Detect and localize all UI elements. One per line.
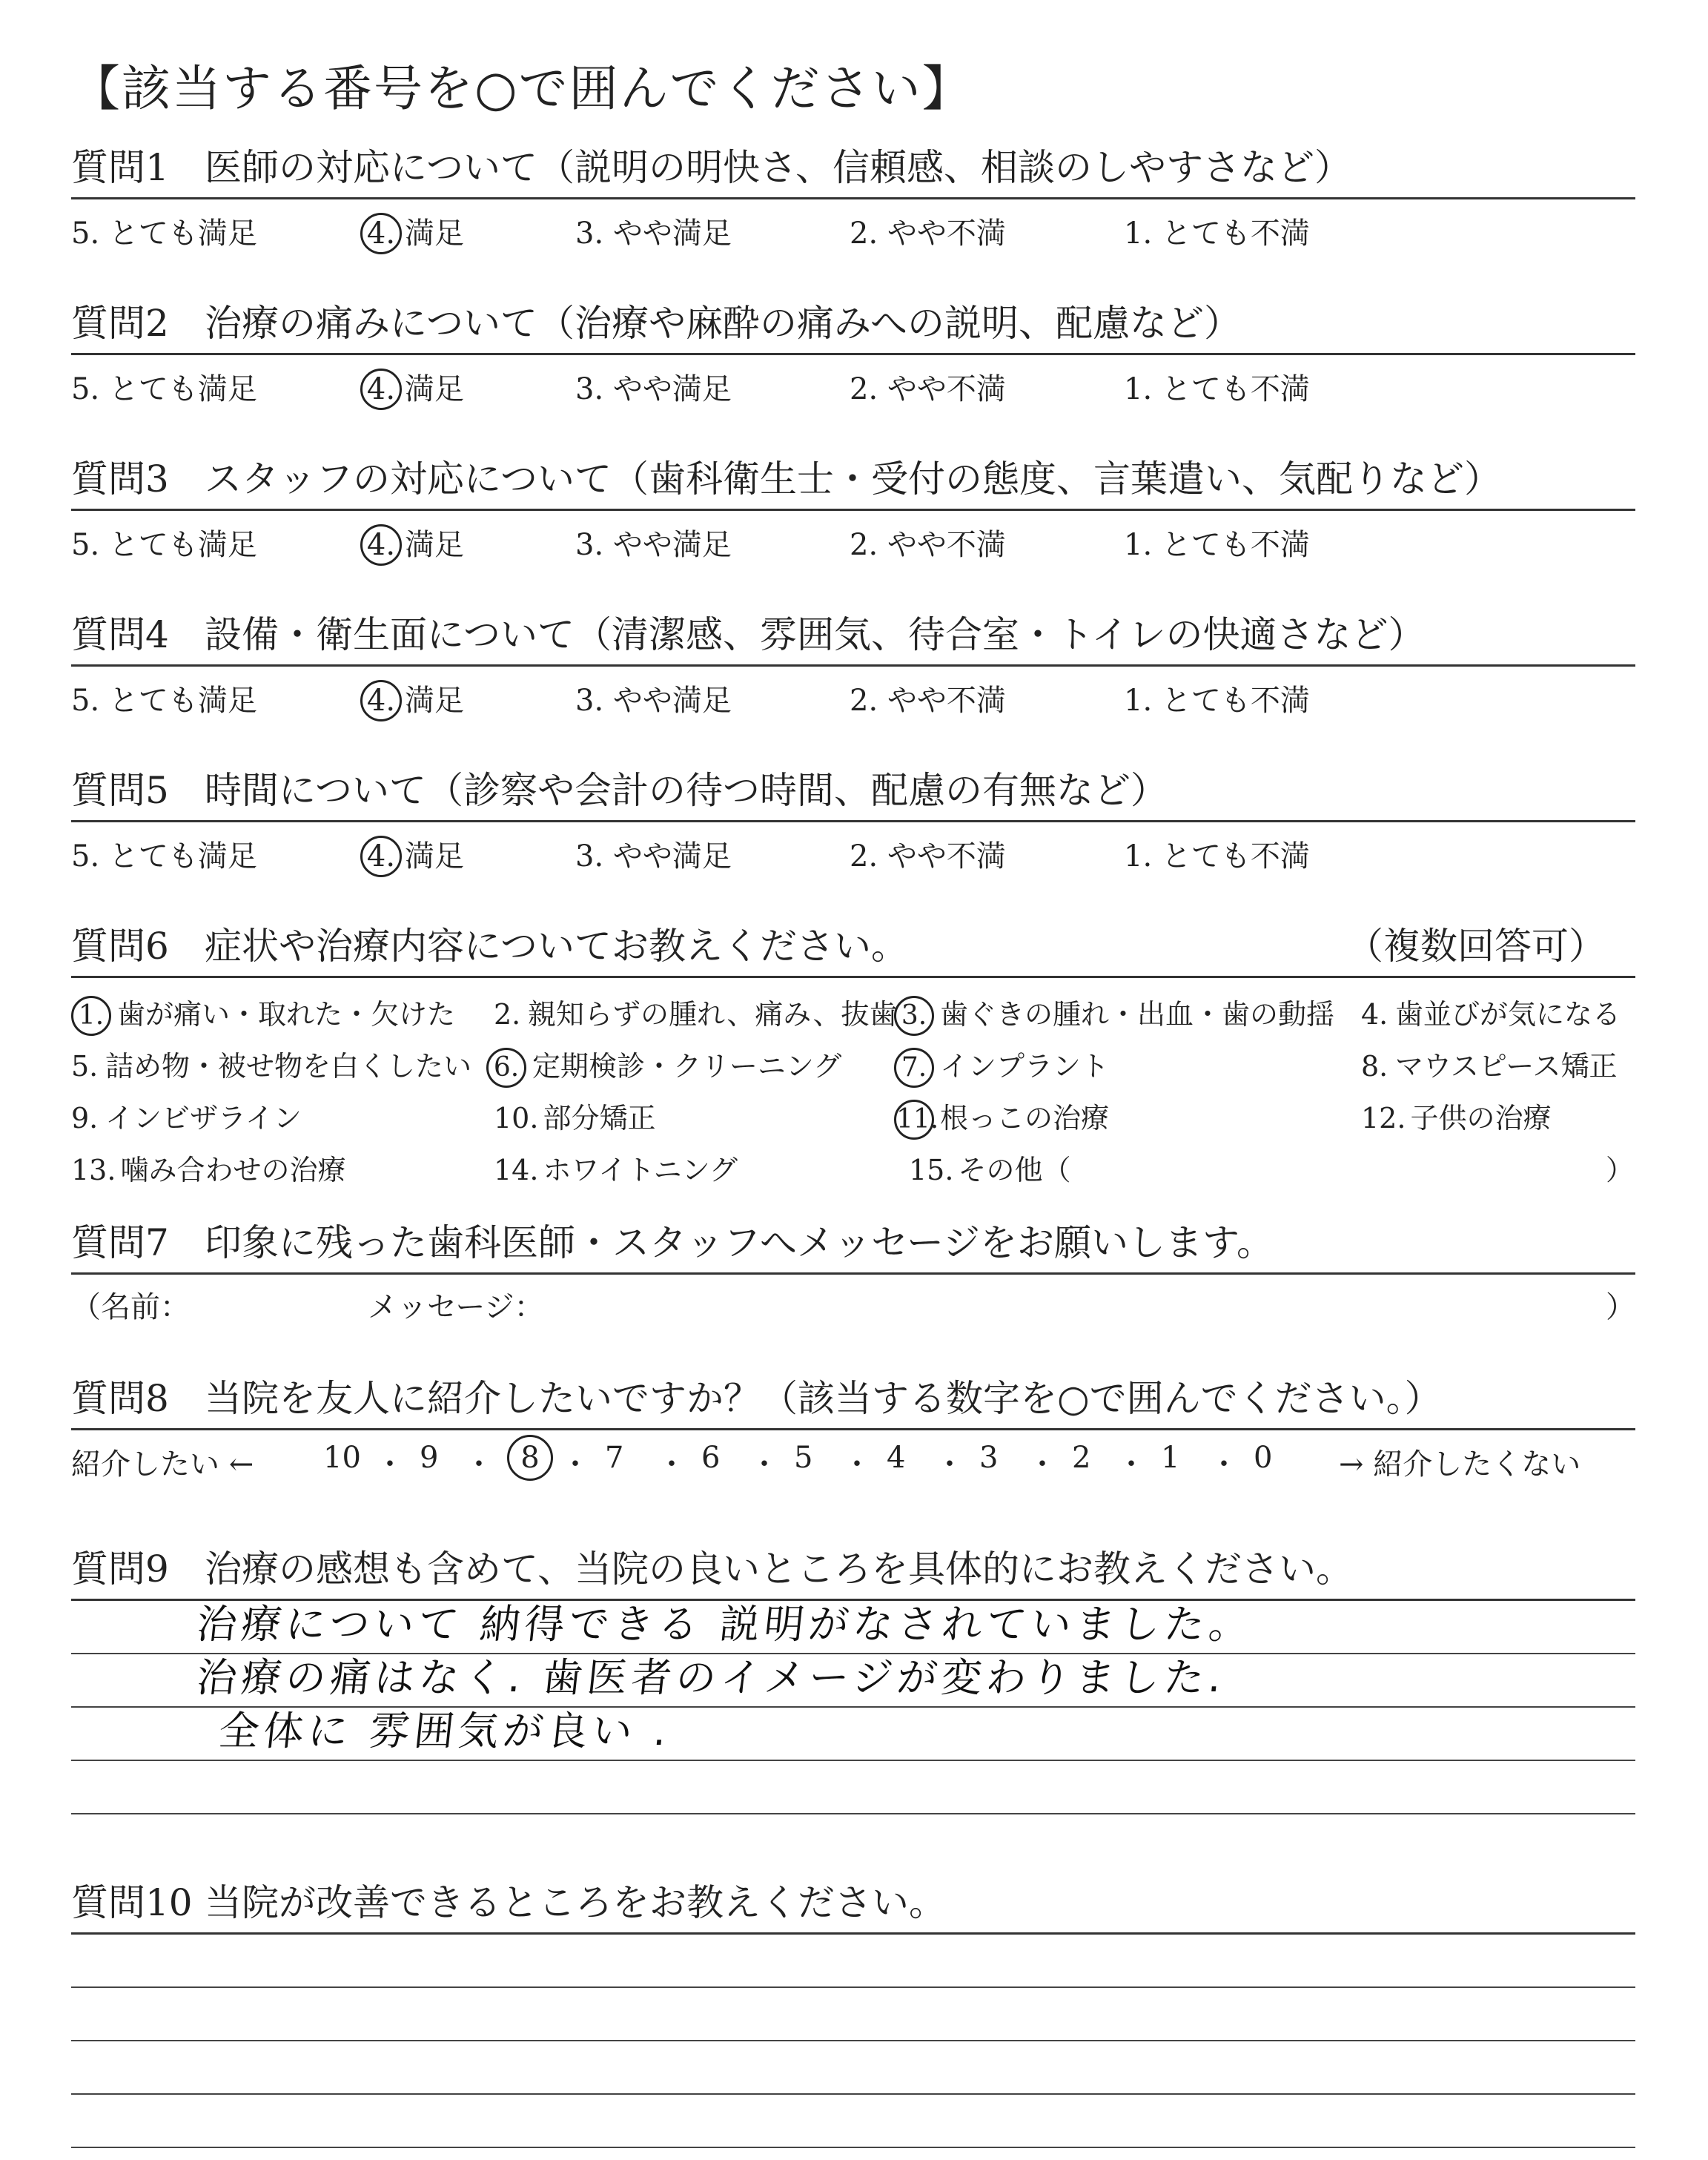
question-4 xyxy=(71,608,1635,726)
question-text: 設備・衛生面について（清潔感、雰囲気、待合室・トイレの快適さなど） xyxy=(205,613,1426,656)
satisfaction-options xyxy=(71,667,1635,726)
question-label: 質問7 xyxy=(71,1221,169,1264)
recommend-scale xyxy=(71,1430,1635,1490)
satisfaction-options xyxy=(71,199,1635,259)
option-1[interactable]: 1. とても不満 xyxy=(1124,217,1310,251)
option-1[interactable]: 1. とても不満 xyxy=(1124,372,1310,406)
question-header xyxy=(71,764,1635,822)
question-header xyxy=(71,1216,1635,1275)
handwritten-answer: 治療について 納得できる 説明がなされていました。 xyxy=(194,1601,1257,1648)
selected-circle: 4. xyxy=(360,213,402,254)
selected-circle: 4. xyxy=(360,369,402,410)
scale-value-selected[interactable]: 8 xyxy=(507,1435,553,1481)
scale-value[interactable]: 10 xyxy=(323,1441,361,1475)
symptom-option[interactable]: 11.根っこの治療 xyxy=(894,1095,1109,1140)
question-5 xyxy=(71,764,1635,882)
option-5[interactable]: 5. とても満足 xyxy=(71,217,257,251)
satisfaction-options xyxy=(71,511,1635,570)
question-header xyxy=(71,141,1635,199)
option-2[interactable]: 2. やや不満 xyxy=(850,372,1006,406)
symptom-option-other[interactable]: 15. その他（ xyxy=(909,1154,1071,1186)
scale-value[interactable]: 9 xyxy=(420,1441,439,1475)
message-label: メッセージ： xyxy=(368,1290,544,1324)
page-title: 【該当する番号を○で囲んでください】 xyxy=(71,60,973,117)
symptom-option[interactable]: 9. インビザライン xyxy=(71,1102,302,1135)
scale-separator: ・ xyxy=(464,1447,494,1482)
question-9 xyxy=(71,1542,1635,1814)
scale-value[interactable]: 3 xyxy=(979,1441,999,1475)
scale-value[interactable]: 7 xyxy=(605,1441,624,1475)
option-4[interactable]: 4. 満足 xyxy=(360,210,464,254)
symptom-option[interactable]: 14. ホワイトニング xyxy=(494,1154,738,1186)
scale-separator: ・ xyxy=(1209,1447,1239,1482)
question-8 xyxy=(71,1372,1635,1490)
question-2 xyxy=(71,297,1635,415)
option-1[interactable]: 1. とても不満 xyxy=(1124,839,1310,873)
name-label: （名前： xyxy=(71,1290,190,1324)
option-2[interactable]: 2. やや不満 xyxy=(850,528,1006,562)
question-label: 質問6 xyxy=(71,925,169,968)
option-5[interactable]: 5. とても満足 xyxy=(71,839,257,873)
question-text: 症状や治療内容についてお教えください。 xyxy=(205,925,908,968)
scale-separator: ・ xyxy=(749,1447,779,1482)
symptom-options xyxy=(71,978,1635,1200)
answer-line[interactable] xyxy=(71,1708,1635,1761)
option-3[interactable]: 3. やや満足 xyxy=(575,528,732,562)
option-4[interactable]: 4. 満足 xyxy=(360,833,464,877)
handwritten-answer: 全体に 雰囲気が良い . xyxy=(216,1708,674,1754)
option-5[interactable]: 5. とても満足 xyxy=(71,372,257,406)
question-text: 医師の対応について（説明の明快さ、信頼感、相談のしやすさなど） xyxy=(205,146,1351,189)
question-header xyxy=(71,1876,1635,1935)
question-text: 治療の痛みについて（治療や麻酔の痛みへの説明、配慮など） xyxy=(205,302,1241,345)
question-label: 質問2 xyxy=(71,302,169,345)
question-7 xyxy=(71,1216,1635,1327)
option-5[interactable]: 5. とても満足 xyxy=(71,528,257,562)
satisfaction-options xyxy=(71,822,1635,882)
option-4[interactable]: 4. 満足 xyxy=(360,677,464,721)
scale-separator: ・ xyxy=(657,1447,686,1482)
handwritten-answer: 治療の痛はなく. 歯医者のイメージが変わりました. xyxy=(194,1654,1228,1701)
symptom-option[interactable]: 6. 定期検診・クリーニング xyxy=(486,1043,841,1088)
answer-line[interactable] xyxy=(71,1935,1635,1988)
question-label: 質問5 xyxy=(71,769,169,812)
question-1 xyxy=(71,141,1635,259)
scale-value[interactable]: 4 xyxy=(887,1441,906,1475)
question-header xyxy=(71,452,1635,511)
answer-line[interactable] xyxy=(71,1761,1635,1814)
scale-separator: ・ xyxy=(1027,1447,1057,1482)
option-1[interactable]: 1. とても不満 xyxy=(1124,528,1310,562)
option-4[interactable]: 4. 満足 xyxy=(360,521,464,566)
question-3 xyxy=(71,452,1635,570)
question-header xyxy=(71,919,1635,978)
question-label: 質問8 xyxy=(71,1377,169,1420)
question-label: 質問10 xyxy=(71,1881,193,1924)
question-6 xyxy=(71,919,1635,1200)
message-fields xyxy=(71,1275,1635,1327)
scale-value[interactable]: 1 xyxy=(1161,1441,1180,1475)
question-text: 印象に残った歯科医師・スタッフへメッセージをお願いします。 xyxy=(205,1221,1274,1264)
symptom-option[interactable]: 2. 親知らずの腫れ、痛み、抜歯 xyxy=(494,998,898,1031)
answer-line[interactable] xyxy=(71,2095,1635,2148)
question-label: 質問9 xyxy=(71,1548,169,1591)
question-header xyxy=(71,608,1635,667)
question-label: 質問4 xyxy=(71,613,169,656)
scale-separator: ・ xyxy=(935,1447,964,1482)
question-header xyxy=(71,1372,1635,1430)
answer-line[interactable] xyxy=(71,1988,1635,2041)
option-3[interactable]: 3. やや満足 xyxy=(575,217,732,251)
answer-line[interactable] xyxy=(71,2041,1635,2095)
option-2[interactable]: 2. やや不満 xyxy=(850,217,1006,251)
symptom-option[interactable]: 3. 歯ぐきの腫れ・出血・歯の動揺 xyxy=(894,991,1334,1036)
option-3[interactable]: 3. やや満足 xyxy=(575,372,732,406)
option-2[interactable]: 2. やや不満 xyxy=(850,684,1006,718)
scale-value[interactable]: 6 xyxy=(701,1441,721,1475)
symptom-option[interactable]: 13. 噛み合わせの治療 xyxy=(71,1154,346,1186)
symptom-option[interactable]: 7. インプラント xyxy=(894,1043,1109,1088)
option-1[interactable]: 1. とても不満 xyxy=(1124,684,1310,718)
question-label: 質問1 xyxy=(71,146,169,189)
satisfaction-options xyxy=(71,355,1635,415)
scale-value[interactable]: 0 xyxy=(1254,1441,1273,1475)
option-3[interactable]: 3. やや満足 xyxy=(575,839,732,873)
question-note: （複数回答可） xyxy=(1346,925,1606,968)
symptom-option[interactable]: 10. 部分矯正 xyxy=(494,1102,656,1135)
selected-circle: 4. xyxy=(360,836,402,877)
option-2[interactable]: 2. やや不満 xyxy=(850,839,1006,873)
option-4[interactable]: 4. 満足 xyxy=(360,366,464,410)
symptom-option[interactable]: 5. 詰め物・被せ物を白くしたい xyxy=(71,1050,472,1083)
symptom-option[interactable]: 1. 歯が痛い・取れた・欠けた xyxy=(71,991,455,1036)
symptom-option[interactable]: 4. 歯並びが気になる xyxy=(1361,998,1621,1031)
selected-circle: 4. xyxy=(360,524,402,566)
scale-value[interactable]: 5 xyxy=(794,1441,813,1475)
scale-right-label: → 紹介したくない xyxy=(1339,1447,1581,1482)
question-header xyxy=(71,297,1635,355)
question-10 xyxy=(71,1876,1635,2148)
scale-separator: ・ xyxy=(375,1447,405,1482)
question-label: 質問3 xyxy=(71,458,169,501)
scale-separator: ・ xyxy=(1116,1447,1146,1482)
symptom-option[interactable]: 8. マウスピース矯正 xyxy=(1361,1050,1618,1083)
selected-circle: 4. xyxy=(360,680,402,721)
scale-left-label: 紹介したい ← xyxy=(71,1447,254,1482)
symptom-option[interactable]: 12. 子供の治療 xyxy=(1361,1102,1552,1135)
close-paren: ） xyxy=(1606,1290,1635,1324)
question-text: 治療の感想も含めて、当院の良いところを具体的にお教えください。 xyxy=(205,1548,1353,1591)
question-text: 当院を友人に紹介したいですか？（該当する数字を○で囲んでください。） xyxy=(205,1377,1442,1420)
close-paren: ） xyxy=(1606,1154,1635,1186)
option-3[interactable]: 3. やや満足 xyxy=(575,684,732,718)
question-text: 時間について（診察や会計の待つ時間、配慮の有無など） xyxy=(205,769,1168,812)
scale-value[interactable]: 2 xyxy=(1072,1441,1091,1475)
scale-separator: ・ xyxy=(842,1447,872,1482)
question-text: 当院が改善できるところをお教えください。 xyxy=(205,1881,946,1924)
option-5[interactable]: 5. とても満足 xyxy=(71,684,257,718)
question-text: スタッフの対応について（歯科衛生士・受付の態度、言葉遣い、気配りなど） xyxy=(205,458,1501,501)
scale-separator: ・ xyxy=(560,1447,590,1482)
